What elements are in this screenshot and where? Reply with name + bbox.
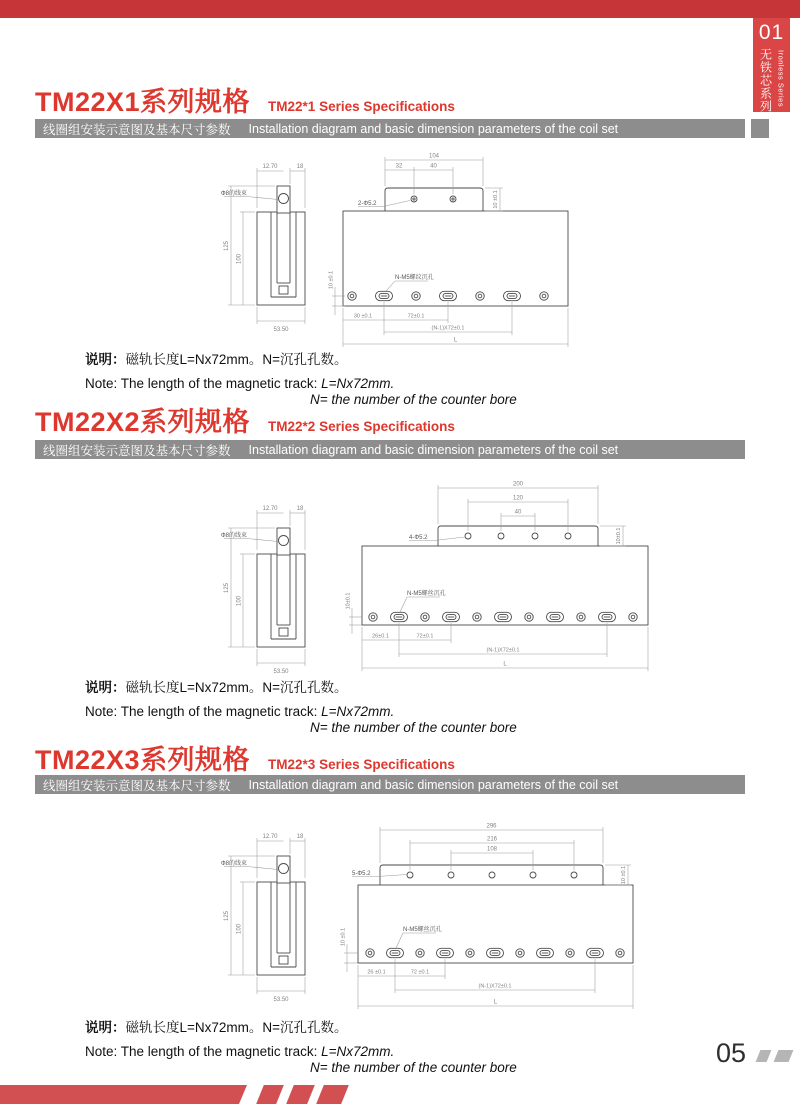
- dim-label: 53.50: [273, 669, 289, 675]
- counterbore-label: N-M5螺丝沉孔: [407, 591, 446, 597]
- dim-label: 18: [296, 834, 304, 840]
- dim-label: 104: [428, 153, 440, 160]
- banner-text-en: Installation diagram and basic dimension parameters of the coil set: [248, 121, 619, 136]
- dim-label: 296: [486, 823, 497, 830]
- dim-label: 120: [512, 495, 524, 502]
- banner-text-cn: 线圈组安装示意图及基本尺寸参数: [43, 778, 231, 793]
- dim-label: L: [503, 661, 507, 668]
- dim-label: (N-1)X72±0.1: [478, 983, 512, 990]
- section-subtitle: TM22*2 Series Specifications: [268, 419, 455, 434]
- dim-label: 30 ±0.1: [353, 313, 373, 320]
- note-en-line2: N= the number of the counter bore: [310, 392, 517, 407]
- series-title-en: Ironless Series: [776, 50, 786, 108]
- dim-label: L: [493, 999, 498, 1006]
- banner-text-en: Installation diagram and basic dimension parameters of the coil set: [248, 777, 619, 792]
- section-tm22x3: [0, 738, 800, 1073]
- banner-text-cn: 线圈组安装示意图及基本尺寸参数: [43, 443, 231, 458]
- banner-text-en: Installation diagram and basic dimension parameters of the coil set: [248, 442, 619, 457]
- section-title-row: [35, 400, 455, 439]
- bottom-slash-icon: [316, 1085, 349, 1104]
- dim-label: 18: [296, 506, 304, 512]
- counterbore-label: N-M5螺纹沉孔: [395, 275, 434, 281]
- section-banner: [35, 119, 745, 138]
- note-en-line1: Note: The length of the magnetic track: L=Nx72mm.: [85, 704, 395, 719]
- dim-label: (N-1)X72±0.1: [486, 647, 520, 654]
- section-title: TM22X1系列规格: [35, 87, 251, 117]
- section-subtitle: TM22*3 Series Specifications: [268, 757, 455, 772]
- series-title-cn: 无铁芯系列: [758, 48, 773, 113]
- dim-label: 100: [236, 923, 243, 935]
- dim-label: 12.70: [262, 834, 278, 840]
- dim-label: 10±0.1: [345, 592, 352, 610]
- note-en-line2: N= the number of the counter bore: [310, 1060, 517, 1075]
- banner-chip: [751, 119, 769, 138]
- note-block: [85, 676, 517, 735]
- dim-label: 100: [236, 253, 243, 265]
- front-view-drawing: [328, 143, 583, 351]
- page-number: 05: [716, 1038, 747, 1068]
- note-en-line1: Note: The length of the magnetic track: L=Nx72mm.: [85, 376, 395, 391]
- counterbore-label: N-M5螺丝沉孔: [403, 927, 442, 933]
- dim-label: 10 ±0.1: [493, 190, 499, 209]
- dim-label: 40: [430, 163, 437, 170]
- section-title: TM22X3系列规格: [35, 745, 251, 775]
- mount-holes-label: 4-Φ5.2: [409, 535, 428, 541]
- mount-holes-label: 2-Φ5.2: [358, 201, 377, 207]
- bottom-red-bar: [0, 1085, 247, 1104]
- front-view-drawing: [340, 810, 685, 1022]
- wire-label: Φ8的线束: [220, 533, 247, 539]
- dim-label: 200: [512, 481, 524, 488]
- side-view-drawing: [190, 492, 365, 687]
- section-title-row: [35, 80, 455, 119]
- note-block: [85, 348, 517, 407]
- top-red-bar: [0, 0, 800, 18]
- dim-label: L: [453, 337, 458, 344]
- dim-label: 100: [236, 595, 243, 607]
- note-cn: 说明：磁轨长度L=Nx72mm。N=沉孔孔数。: [85, 1020, 348, 1035]
- section-tm22x1: [0, 80, 800, 407]
- dim-label: 10 ±0.1: [621, 865, 627, 885]
- section-banner: [35, 440, 745, 459]
- mount-holes-label: 5-Φ5.2: [352, 871, 371, 877]
- dim-label: 40: [514, 509, 522, 516]
- dim-label: 18: [296, 164, 304, 170]
- bottom-slash-icon: [256, 1085, 284, 1104]
- dim-label: 125: [224, 910, 230, 922]
- chapter-number: 01: [758, 21, 785, 44]
- section-subtitle: TM22*1 Series Specifications: [268, 99, 455, 114]
- dim-label: 216: [486, 836, 498, 843]
- dim-label: 108: [486, 846, 498, 853]
- note-block: [85, 1016, 517, 1075]
- dim-label: (N-1)X72±0.1: [431, 325, 465, 332]
- wire-label: Φ8的线束: [220, 861, 247, 867]
- banner-text-cn: 线圈组安装示意图及基本尺寸参数: [43, 122, 231, 137]
- dim-label: 26 ±0.1: [367, 969, 386, 976]
- section-title-row: [35, 738, 455, 777]
- dim-label: 53.50: [273, 997, 289, 1003]
- front-view-drawing: [345, 470, 665, 682]
- dim-label: 72±0.1: [416, 633, 434, 640]
- note-cn: 说明：磁轨长度L=Nx72mm。N=沉孔孔数。: [85, 680, 348, 695]
- dim-label: 12.70: [262, 164, 278, 170]
- note-en-line2: N= the number of the counter bore: [310, 720, 517, 735]
- note-en-line1: Note: The length of the magnetic track: L=Nx72mm.: [85, 1044, 395, 1059]
- dim-label: 53.50: [273, 327, 289, 333]
- section-banner: [35, 775, 745, 794]
- dim-label: 26±0.1: [372, 633, 389, 640]
- dim-label: 72±0.1: [407, 313, 425, 320]
- bottom-slash-icon: [286, 1085, 315, 1104]
- wire-label: Φ8的线束: [220, 191, 247, 197]
- dim-label: 10±0.1: [616, 527, 622, 545]
- note-cn: 说明：磁轨长度L=Nx72mm。N=沉孔孔数。: [85, 352, 348, 367]
- dim-label: 125: [224, 240, 230, 252]
- section-title: TM22X2系列规格: [35, 407, 251, 437]
- dim-label: 72 ±0.1: [410, 969, 430, 976]
- side-view-drawing: [190, 820, 365, 1015]
- dim-label: 12.70: [262, 506, 278, 512]
- section-tm22x2: [0, 400, 800, 738]
- dim-label: 10 ±0.1: [340, 927, 347, 947]
- dim-label: 10 ±0.1: [328, 270, 335, 290]
- dim-label: 32: [395, 163, 403, 170]
- dim-label: 125: [224, 582, 230, 594]
